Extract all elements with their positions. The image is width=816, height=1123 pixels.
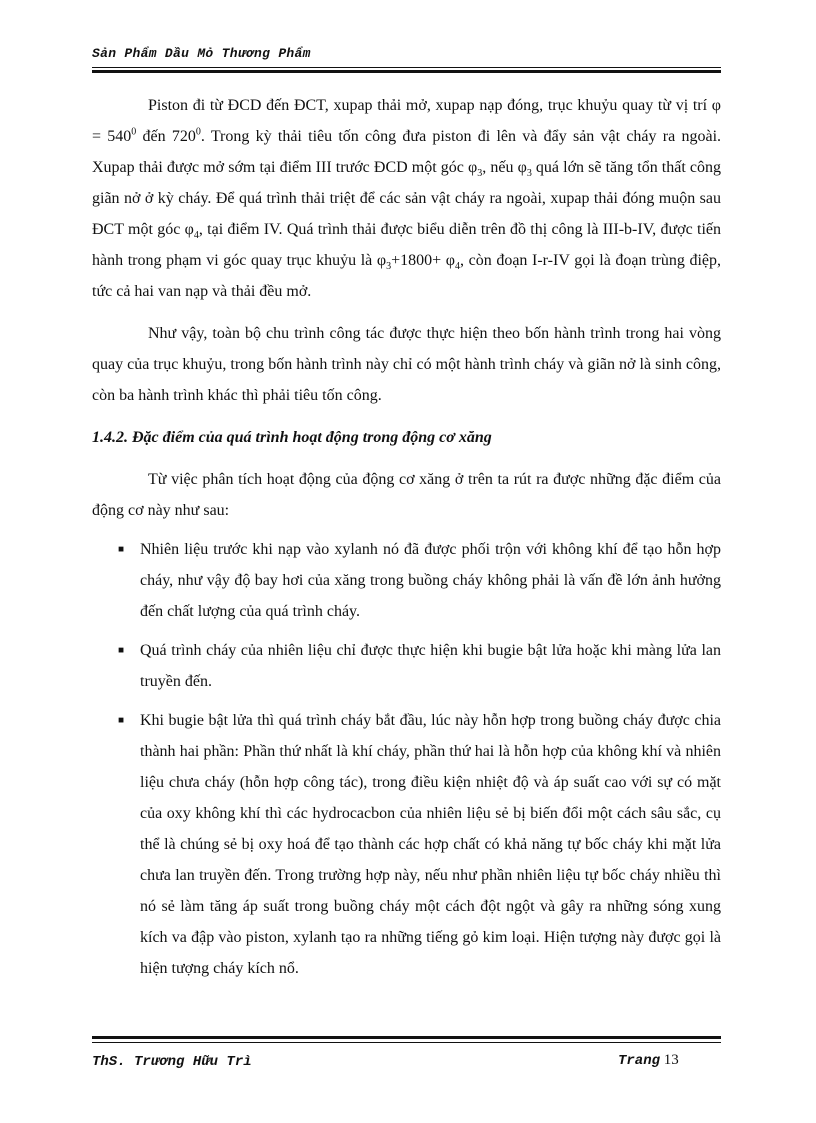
subscript: 4 [193, 230, 199, 242]
bullet-square-icon: ■ [118, 544, 125, 555]
header-divider [92, 67, 721, 68]
header-title: Sản Phẩm Dầu Mỏ Thương Phẩm [92, 46, 311, 61]
text-run: đến 720 [136, 128, 196, 145]
footer-divider [92, 1042, 721, 1043]
superscript: 0 [131, 126, 137, 138]
text-run: , còn đoạn I-r-IV gọi là đoạn trùng điệp, tức cả hai van nạp và thải đều mở. [92, 252, 722, 300]
list-item [92, 635, 721, 697]
paragraph-exhaust-stroke [92, 90, 721, 307]
text-run: . Trong kỳ thải tiêu tốn công đưa piston đi lên và đẩy sản vật cháy ra ngoài. Xupap thải được mở sớm tại điểm III trước ĐCD một góc φ [92, 128, 722, 176]
text-run: , nếu φ [482, 159, 527, 176]
section-heading: 1.4.2. Đặc điểm của quá trình hoạt động trong động cơ xăng [92, 429, 492, 446]
text-run: quá lớn sẽ tăng tổn thất công giãn nở ở kỳ cháy. Để quá trình thải triệt để các sản vật cháy ra ngoài, xupap thải đóng muộn sau ĐCT một góc φ [92, 159, 722, 238]
list-item-text: Nhiên liệu trước khi nạp vào xylanh nó đã được phối trộn với không khí để tạo hỗn hợp cháy, như vậy độ bay hơi của xăng trong buồng cháy không phải là vấn đề lớn ảnh hưởng đến chất lượng của quá trình cháy. [140, 541, 721, 620]
list-item [92, 534, 721, 627]
footer-page [618, 1052, 679, 1069]
paragraph-intro-features: Từ việc phân tích hoạt động của động cơ xăng ở trên ta rút ra được những đặc điểm của động cơ này như sau: [92, 471, 721, 519]
page-label: Trang [618, 1053, 661, 1069]
page-body [92, 90, 721, 984]
text-run: , tại điểm IV. Quá trình thải được biểu diễn trên đồ thị công là III-b-IV, được tiến hành trong phạm vi góc quay trục khuỷu là φ [92, 221, 722, 269]
subscript: 3 [386, 261, 392, 273]
list-item-text: Quá trình cháy của nhiên liệu chỉ được thực hiện khi bugie bật lửa hoặc khi màng lửa lan truyền đến. [140, 642, 721, 690]
text-run: Piston đi từ ĐCD đến ĐCT, xupap thải mở, xupap nạp đóng, trục khuỷu quay từ vị trí φ = 540 [92, 97, 721, 145]
page-number: 13 [663, 1052, 679, 1068]
superscript: 0 [195, 126, 201, 138]
list-item-text: Khi bugie bật lửa thì quá trình cháy bắt đầu, lúc này hỗn hợp trong buồng cháy được chia thành hai phần: Phần thứ nhất là khí cháy, phần thứ hai là hỗn hợp của không khí và nhiên liệu chưa cháy (hỗn hợp công tác), trong điều kiện nhiệt độ và áp suất cao với sự có mặt của oxy không khí thì các hydrocacbon của nhiên liệu sẻ bị biến đổi một cách sâu sắc, cụ thể là chúng sẻ bị oxy hoá để tạo thành các hợp chất có khả năng tự bốc cháy khi mặt lửa chưa lan truyền đến. Trong trường hợp này, nếu như phần nhiên liệu tự bốc cháy nhiều thì nó sẻ làm tăng áp suất trong buồng cháy một cách đột ngột và gây ra những sóng xung kích va đập vào piston, xylanh tạo ra những tiếng gỏ kim loại. Hiện tượng này được gọi là hiện tượng cháy kích nổ. [140, 712, 721, 977]
footer-divider-thick [92, 1036, 721, 1039]
list-item [92, 705, 721, 984]
header-divider-thick [92, 70, 721, 73]
text-run: +1800+ φ [391, 252, 456, 269]
feature-list [92, 534, 721, 984]
subscript: 3 [477, 168, 483, 180]
subscript: 4 [455, 261, 461, 273]
footer-author: ThS. Trương Hữu Trì [92, 1054, 252, 1070]
subscript: 3 [526, 168, 532, 180]
bullet-square-icon: ■ [118, 715, 125, 726]
paragraph-cycle-summary: Như vậy, toàn bộ chu trình công tác được thực hiện theo bốn hành trình trong hai vòng quay của trục khuỷu, trong bốn hành trình này chỉ có một hành trình cháy và giãn nở là sinh công, còn ba hành trình khác thì phải tiêu tốn công. [92, 325, 721, 404]
bullet-square-icon: ■ [118, 645, 125, 656]
